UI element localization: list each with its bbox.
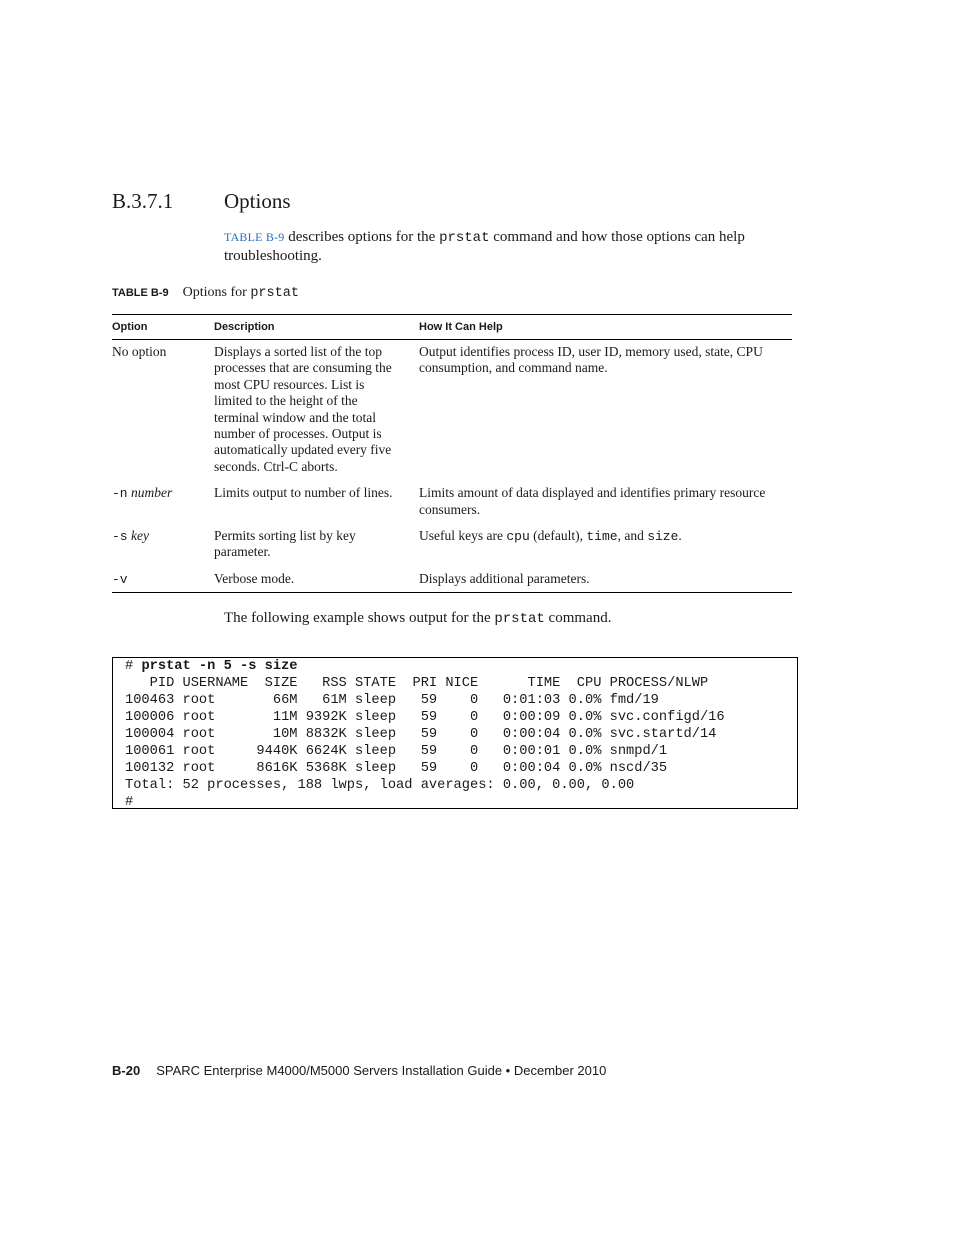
section-number: B.3.7.1 [112,189,174,213]
section-title: Options [224,189,291,213]
help-cell: Displays additional parameters. [419,566,792,593]
code-line: 100061 root 9440K 6624K sleep 59 0 0:00:01 0.0% snmpd/1 [125,744,668,759]
help-cell: Output identifies process ID, user ID, memory used, state, CPU consumption, and command name. [419,344,763,376]
option-cell: No option [112,344,167,359]
description-cell: Limits output to number of lines. [214,485,393,501]
option-cell: -n number [112,485,173,502]
option-cell: -v [112,566,214,593]
intro-paragraph: TABLE B-9 describes options for the prstat command and how those options can help troubleshooting. [224,229,745,264]
options-table [112,314,792,593]
table-reference-link[interactable]: TABLE B-9 [224,230,285,244]
code-line: Total: 52 processes, 188 lwps, load averages: 0.00, 0.00, 0.00 [125,778,635,793]
help-cell: Useful keys are cpu (default), time, and size. [419,528,682,545]
help-cell: Limits amount of data displayed and identifies primary resource consumers. [419,485,766,517]
inline-command: prstat [439,230,490,246]
column-header: How It Can Help [419,315,792,340]
code-line: 100132 root 8616K 5368K sleep 59 0 0:00:04 0.0% nscd/35 [125,761,668,776]
footer-date: December 2010 [513,1063,607,1078]
code-line: # [125,795,134,810]
code-line: PID USERNAME SIZE RSS STATE PRI NICE TIME CPU PROCESS/NLWP [125,676,709,691]
table-caption: TABLE B-9 Options for prstat [112,285,299,301]
code-line: 100004 root 10M 8832K sleep 59 0 0:00:04 0.0% svc.startd/14 [125,727,717,742]
footer-title: SPARC Enterprise M4000/M5000 Servers Installation Guide [156,1063,503,1078]
table-header-row [112,315,792,340]
table-row [112,340,792,481]
page-footer: B-20 SPARC Enterprise M4000/M5000 Servers Installation Guide • December 2010 [112,1063,607,1078]
column-header: Description [214,315,419,340]
table-row [112,523,792,566]
table-row [112,566,792,593]
description-cell: Verbose mode. [214,566,419,593]
option-cell: -s key [112,528,149,545]
code-command: prstat -n 5 -s size [141,659,298,674]
code-block [125,658,797,811]
example-intro: The following example shows output for the prstat command. [224,610,612,627]
code-line: 100006 root 11M 9392K sleep 59 0 0:00:09 0.0% svc.configd/16 [125,710,725,725]
description-cell: Displays a sorted list of the top processes that are consuming the most CPU resources. List is limited to the height of the terminal window and the total number of processes. Output is automatically updated every five seconds. Ctrl-C aborts. [214,344,392,474]
code-example-box [112,657,798,809]
page-number: B-20 [112,1063,141,1078]
code-line: 100463 root 66M 61M sleep 59 0 0:01:03 0.0% fmd/19 [125,693,659,708]
column-header: Option [112,315,214,340]
table-caption-label: TABLE B-9 [112,287,169,299]
code-prompt: # [125,659,142,674]
description-cell: Permits sorting list by key parameter. [214,528,356,560]
table-row [112,480,792,523]
